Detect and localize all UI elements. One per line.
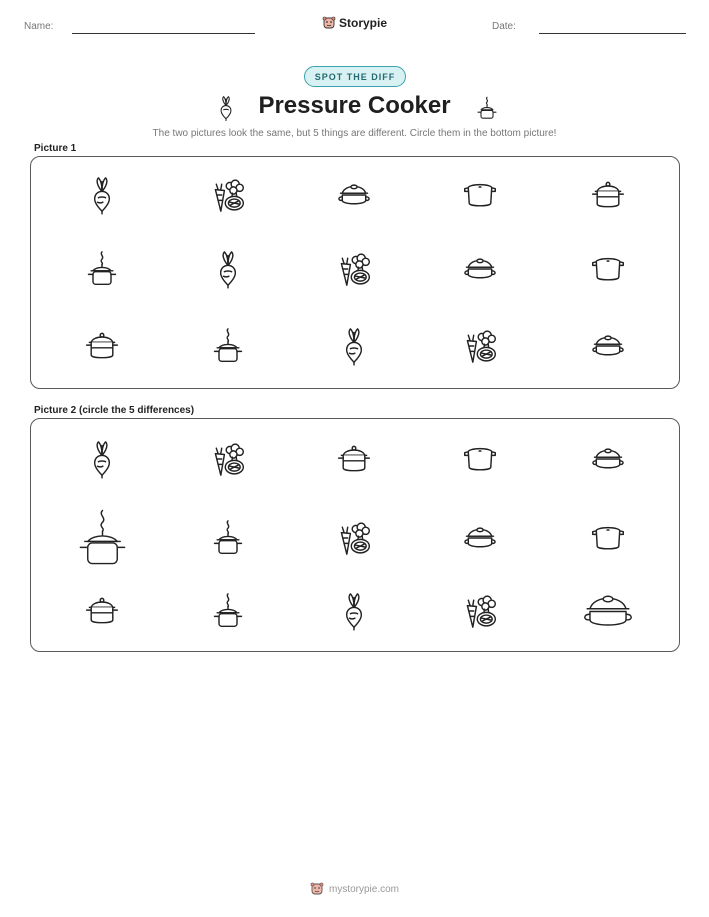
casserole-dish-icon [336,175,372,215]
title-steaming-pot-icon [475,93,499,123]
picture-1-item-vegetables-and-meat[interactable] [336,249,372,289]
picture-2-item-stock-pot[interactable] [84,591,120,631]
steaming-pot-icon [73,506,132,571]
casserole-dish-icon [580,581,636,642]
steaming-pot-icon [210,591,246,631]
radish-icon [210,249,246,289]
vegetables-and-meat-icon [336,518,372,558]
picture-1-item-radish[interactable] [210,249,246,289]
picture-1-item-steaming-pot[interactable] [84,249,120,289]
picture-2-item-vegetables-and-meat[interactable] [210,439,246,479]
picture-2-item-stock-pot[interactable] [336,439,372,479]
stock-pot-icon [84,591,120,631]
name-label: Name: [24,21,54,32]
picture-2-item-vegetables-and-meat[interactable] [336,518,372,558]
instructions: The two pictures look the same, but 5 things are different. Circle them in the bottom picture! [152,128,557,139]
spot-the-diff-badge: SPOT THE DIFF [304,66,406,87]
picture-2-item-steaming-pot[interactable] [73,506,132,571]
picture-1-item-radish[interactable] [336,326,372,366]
picture-1-item-casserole-dish[interactable] [462,249,498,289]
picture-2-item-casserole-dish[interactable] [462,518,498,558]
vegetables-and-meat-icon [462,591,498,631]
picture-1-item-stock-pot[interactable] [590,175,626,215]
sauce-pot-icon [590,249,626,289]
radish-icon [84,439,120,479]
storypie-mascot-icon [322,16,336,30]
picture-1-item-sauce-pot[interactable] [462,175,498,215]
casserole-dish-icon [590,439,626,479]
picture-2-item-casserole-dish[interactable] [590,439,626,479]
vegetables-and-meat-icon [210,439,246,479]
stock-pot-icon [590,175,626,215]
picture-1-item-vegetables-and-meat[interactable] [210,175,246,215]
picture-2-item-vegetables-and-meat[interactable] [462,591,498,631]
steaming-pot-icon [84,249,120,289]
footer-link[interactable]: mystorypie.com [328,883,399,895]
date-label: Date: [492,21,516,32]
name-field[interactable] [72,33,255,34]
picture-2-item-casserole-dish[interactable] [580,581,636,642]
storypie-mascot-icon [310,882,324,896]
vegetables-and-meat-icon [462,326,498,366]
brand-name: Storypie [338,16,387,30]
vegetables-and-meat-icon [336,249,372,289]
picture-2-item-radish[interactable] [336,591,372,631]
sauce-pot-icon [462,439,498,479]
radish-icon [336,326,372,366]
steaming-pot-icon [210,326,246,366]
picture-2-item-steaming-pot[interactable] [210,591,246,631]
picture-1-item-vegetables-and-meat[interactable] [462,326,498,366]
picture-1-item-sauce-pot[interactable] [590,249,626,289]
stock-pot-icon [84,326,120,366]
radish-icon [84,175,120,215]
footer [0,880,709,898]
picture-2-item-radish[interactable] [84,439,120,479]
picture-2-label: Picture 2 (circle the 5 differences) [34,405,195,416]
picture-2-item-sauce-pot[interactable] [462,439,498,479]
picture-1-item-radish[interactable] [84,175,120,215]
vegetables-and-meat-icon [210,175,246,215]
picture-1-item-casserole-dish[interactable] [590,326,626,366]
picture-1-item-stock-pot[interactable] [84,326,120,366]
casserole-dish-icon [590,326,626,366]
sauce-pot-icon [590,518,626,558]
page-title: Pressure Cooker [258,92,451,119]
date-field[interactable] [539,33,686,34]
stock-pot-icon [336,439,372,479]
picture-1-label: Picture 1 [34,143,77,154]
picture-2-item-steaming-pot[interactable] [210,518,246,558]
picture-2-item-sauce-pot[interactable] [590,518,626,558]
casserole-dish-icon [462,518,498,558]
sauce-pot-icon [462,175,498,215]
casserole-dish-icon [462,249,498,289]
brand-logo [0,14,709,32]
steaming-pot-icon [210,518,246,558]
radish-icon [336,591,372,631]
picture-1-item-casserole-dish[interactable] [336,175,372,215]
picture-1-item-steaming-pot[interactable] [210,326,246,366]
